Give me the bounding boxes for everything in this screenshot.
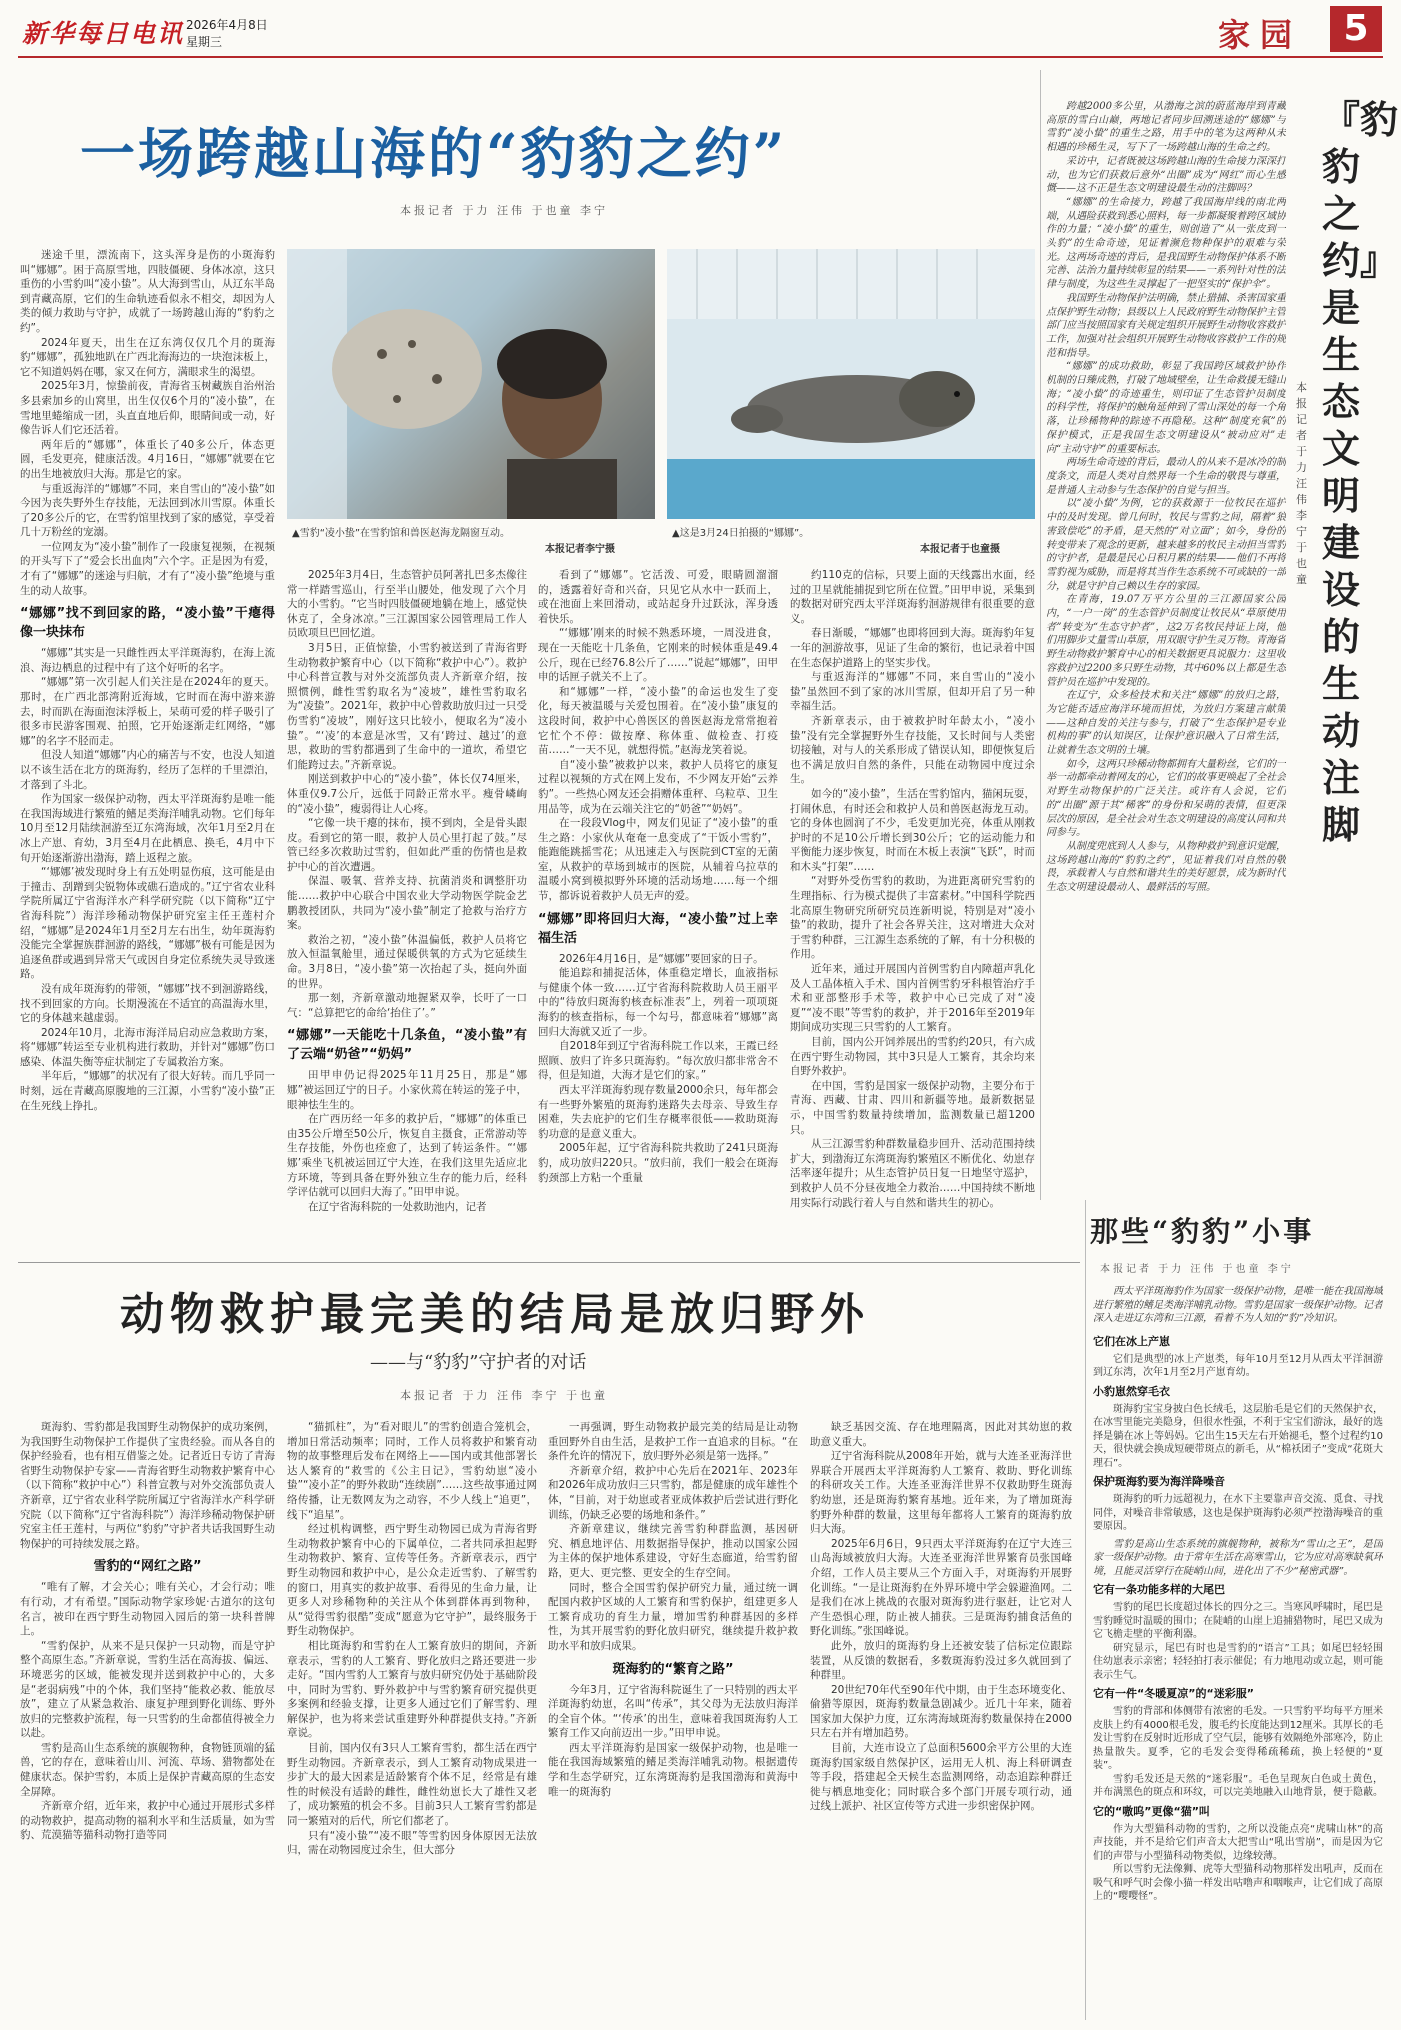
- paragraph: 以“凌小蛰”为例，它的获救源于一位牧民在巡护中的及时发现。曾几何时，牧民与雪豹之间，隔着“狼害致偿吃”的矛盾，是天然的“对立面”；如今，身份的转变带来了观念的更新，越来越多的牧民主动担当雪豹的守护者，是最是民心日积月累的结果——他们不再将雪豹视为威胁，而是将其当作生态系统不可或缺的一部分，就是守护自己赖以生存的家园。: [1046, 498, 1286, 592]
- paragraph: 此外，放归的斑海豹身上还被安装了信标定位跟踪装置，从反馈的数据看，多数斑海豹没过多久就回到了种群里。: [810, 1639, 1072, 1682]
- paragraph: 2005年起，辽宁省海科院共救助了241只斑海豹，成功放归220只。“放归前，我们一般会在斑海豹颈部上方粘一个重量: [538, 1142, 778, 1184]
- paragraph: “对野外受伤雪豹的救助，为进距离研究雪豹的生理指标、行为模式提供了丰富素材。”中国科学院西北高原生物研究所研究员连新明说，特别是对“凌小蛰”的救助，提升了社会各界关注，这对增进大众对于雪豹种群，三江源生态系统的了解，有十分积极的作用。: [790, 875, 1035, 961]
- paragraph: 2024年夏天，出生在辽东湾仅仅几个月的斑海豹“娜娜”，孤独地趴在广西北海海边的一块泡沫板上，它不知道妈妈在哪，家又在何方，满眼求生的渴望。: [20, 336, 275, 378]
- facts-title: 那些“豹豹”小事: [1090, 1215, 1315, 1248]
- editorial-title: 『豹豹之约』是生态文明建设的生动注脚: [1322, 97, 1399, 847]
- paragraph: 保温、吸氧、营养支持、抗菌消炎和调整肝功能……救护中心联合中国农业大学动物医学院金艺鹏教授团队，共同为“凌小蛰”制定了抢救与治疗方案。: [287, 875, 527, 932]
- paragraph: “雪豹保护，从来不是只保护一只动物，而是守护整个高原生态。”齐新章说，雪豹生活在高海拔、偏远、环境恶劣的区域，能被发现并送到救护中心的，大多是“老弱病残”中的个体，我们坚持“能救必救、能放尽放”，建立了从紧急救治、康复护理到野化训练、野外放归的完整救护流程，每一只雪豹的生命都值得被全力以赴。: [20, 1639, 275, 1740]
- fact-title: 它的“嗷呜”更像“猫”叫: [1093, 1804, 1210, 1818]
- interview-column-2: [287, 1420, 537, 2020]
- page-number: 5: [1330, 6, 1382, 52]
- facts-byline: 本报记者 于力 汪伟 于也童 李宁: [1100, 1264, 1294, 1275]
- fact-title: 保护斑海豹要为海洋降噪音: [1093, 1475, 1225, 1488]
- photo-snow-leopard: [287, 249, 655, 519]
- fact-text: 研究显示，尾巴有时也是雪豹的“语言”工具；如尾巴轻轻围住幼崽表示亲密；轻轻拍打表示催促；有力地甩动或立起，则可能表示生气。: [1093, 1642, 1383, 1681]
- facts-content: [1093, 1285, 1383, 2023]
- photo-seal: [667, 249, 1035, 519]
- subhead: “娜娜”一天能吃十几条鱼，“凌小蛰”有了云端“奶爸”“奶妈”: [287, 1028, 527, 1063]
- paragraph: 经过机构调整，西宁野生动物园已成为青海省野生动物救护繁育中心的下属单位，二者共同承担起野生动物救护、繁育、宣传等任务。齐新章表示，西宁野生动物园和救护中心，是公众走近雪豹、了解雪豹的窗口，用真实的救护故事、看得见的生命力量，让更多人对珍稀物种的关注从个体到群体再到物种，从“觉得雪豹很酷”变成“愿意为它守护”，最终服务于野生动物保护。: [287, 1523, 537, 1638]
- paragraph: “‘娜娜’刚来的时候不熟悉环境，一周没进食，现在一天能吃十几条鱼，它刚来的时候体重是49.4公斤，现在已经76.8公斤了……”说起“娜娜”，田甲申的话匣子就关不上了。: [538, 627, 778, 684]
- paragraph: “娜娜”的成功救助，彰显了我国跨区域救护协作机制的日臻成熟，打破了地域壁垒，让生命救援无缝山海；“凌小蛰”的奇迹重生，则印证了生态管护员制度的科学性，将保护的触角延伸到了雪山深处的每一个角落，让珍稀物种的踪迹不再隐秘。这种“制度充氧”的保护模式，正是我国生态文明建设从“被动应对”走向“主动守护”的重要标志。: [1046, 361, 1286, 455]
- paragraph: 与重返海洋的“娜娜”不同，来自雪山的“凌小蛰”虽然回不到了家的冰川雪原，但却开启了另一种幸福生活。: [790, 671, 1035, 713]
- lead-column-2: [287, 568, 527, 1258]
- paragraph: 如今，这两只珍稀动物都拥有大量粉丝，它们的一举一动都牵动着网友的心，它们的故事更唤起了全社会对野生动物保护的广泛关注。或许有人会说，它们的“出圈”源于其“稀客”的身份和呆萌的表情，但更深层次的原因，是全社会对生态文明建设的高度认同和共同参与。: [1046, 758, 1286, 839]
- paragraph: 2026年4月16日，是“娜娜”要回家的日子。: [559, 952, 764, 965]
- paragraph: 同时，整合全国雪豹保护研究力量，通过统一调配国内救护区域的人工繁育和雪豹保护，组建更多人工繁育成功的育生力量，增加雪豹种群基因的多样性，为其开展雪豹的野化放归研究，继续提升救护救助水平和放归成果。: [548, 1581, 798, 1652]
- paragraph: 那一刻，齐新章激动地握紧双拳，长吁了一口气：“总算把它的命给‘抬住了’。”: [287, 992, 527, 1019]
- paragraph: 半年后，“娜娜”的状况有了很大好转。而几乎同一时刻，远在青藏高原腹地的三江源，小雪豹“凌小蛰”正在生死线上挣扎。: [20, 1070, 275, 1112]
- paragraph: 斑海豹、雪豹都是我国野生动物保护的成功案例，为我国野生动物保护工作提供了宝贵经验。而从各自的保护经验看，也有相互借鉴之处。记者近日专访了青海省野生动物保护专家——青海省野生动物救护繁育中心（以下简称“救护中心”）科普宣教与对外交流部负责人齐新章，辽宁省农业科学院所属辽宁省海洋水产科学研究院（以下简称“辽宁省海科院”）海洋珍稀动物保护研究室主任王莲村，与两位“豹豹”守护者共话我国野生动物保护的可持续发展之路。: [20, 1421, 275, 1550]
- subhead: “娜娜”找不到回家的路，“凌小蛰”干瘪得像一块抹布: [20, 606, 275, 641]
- fact-text: 雪豹是高山生态系统的旗舰物种，被称为“雪山之王”，是国家一级保护动物。由于常年生活在高寒雪山，它为应对高寒缺氧环境，且能灵活穿行在陡峭山间，进化出了不少“秘密武器”。: [1093, 1538, 1383, 1577]
- paragraph: “唯有了解，才会关心；唯有关心，才会行动；唯有行动，才有希望。”国际动物学家珍妮·古道尔的这句名言，被印在西宁野生动物园入园后的第一块科普牌上。: [20, 1581, 275, 1638]
- paragraph: 2025年3月，惊蛰前夜，青海省玉树藏族自治州治多县索加乡的山窝里，出生仅仅6个月的“凌小蛰”，在雪地里蜷缩成一团，头直直地后仰，眼睛间或一动，好像告诉人们它还活着。: [20, 380, 275, 437]
- paragraph: 在辽宁省海科院的一处救助池内，记者: [308, 1200, 487, 1213]
- interview-headline: 动物救护最完美的结局是放归野外: [120, 1289, 870, 1340]
- interview-column-4: [810, 1420, 1072, 2020]
- subhead: 雪豹的“网红之路”: [93, 1559, 202, 1575]
- fact-text: 雪豹的背部和体侧带有浓密的毛发。一只雪豹平均每平方厘米皮肤上约有4000根毛发，腹毛约长度能达到12厘米。其厚长的毛发让雪豹在反射时近形成了空气层，能够有效隔绝外部寒冷，防止热量散失。夏季，它的毛发会变得稀疏稀疏，换上轻便的“夏装”。: [1093, 1706, 1383, 1771]
- paragraph: 在广西历经一年多的救护后，“娜娜”的体重已由35公斤增至50公斤，恢复自主摄食，正常游动等生存技能，外伤也痊愈了，达到了转运条件。“‘娜娜’乘坐飞机被运回辽宁大连，在我们这里先适应北方环境，等到具备在野外独立生存的能力后，经科学评估就可以回归大海了。”田甲申说。: [287, 1113, 527, 1199]
- paragraph: 缺乏基因交流、存在地理隔离，因此对其幼崽的救助意义重大。: [810, 1421, 1072, 1448]
- paragraph: 相比斑海豹和雪豹在人工繁育放归的期间，齐新章表示，雪豹的人工繁育、野化放归之路还要进一步走好。“国内雪豹人工繁育与放归研究仍处于基础阶段中，同时为雪豹、野外救护中与雪豹繁育研究提供更多案例和经验支撑，让更多人通过它们了解雪豹、理解保护，也为将来尝试重建野外种群提供支持。”齐新章说。: [287, 1639, 537, 1740]
- masthead: [0, 0, 1401, 60]
- paragraph: 作为国家一级保护动物，西太平洋斑海豹是唯一能在我国海域进行繁殖的鳍足类海洋哺乳动物。它们每年10月至12月陆续洄游至辽东湾海域，次年1月至2月在冰上产崽、育幼，3月至4月在此栖息、换毛，4月中下旬开始逐渐游出渤海，踏上返程之旅。: [20, 793, 275, 864]
- lead-byline: 本报记者 于力 汪伟 于也童 李宁: [400, 204, 608, 217]
- paragraph: 从制度兜底到人人参与，从物种救护到意识觉醒，这场跨越山海的“豹豹之约”，见证着我们对自然的敬畏，承载着人与自然和谐共生的美好愿景，成为新时代生态文明建设最动人、最鲜活的写照。: [1046, 840, 1286, 894]
- paragraph: 迷途千里，漂流南下，这头浑身是伤的小斑海豹叫“娜娜”。困于高原雪地，四肢僵硬、身体冰凉，这只重伤的小雪豹叫“凌小蛰”。从大海到雪山，从辽东半岛到青藏高原，它们的生命轨迹看似永不相交，却因为人类的倾力救助与守护，成就了一场跨越山海的“豹豹之约”。: [20, 249, 275, 334]
- masthead-rule: [18, 56, 1383, 58]
- photo2-credit: 本报记者于也童摄: [920, 544, 1000, 555]
- paragraph: 目前，大连市设立了总面积5600余平方公里的大连斑海豹国家级自然保护区，运用无人机、海上科研调查等手段，搭建起全天候生态监测网络，动态追踪种群迁徙与栖息地变化；同时联合多个部门开展专项行动，通过线上派护、社区宣传等方式进一步织密保护网。: [810, 1742, 1072, 1813]
- fact-text: 斑海豹宝宝身披白色长绒毛，这层胎毛是它们的天然保护衣，在冰雪里能完美隐身，但很水性强，不利于宝宝们游泳，最好的选择是躺在冰上等妈妈。它出生15天左右开始褪毛，整个过程约10天，很快就会换成短硬带斑点的新毛，从“棉袄团子”变成“花斑大理石”。: [1093, 1403, 1383, 1469]
- editorial-byline: 本报记者 于力 汪伟 李宁 于也童: [1296, 381, 1307, 586]
- fact-text: 它们是典型的冰上产崽类，每年10月至12月从西太平洋洄游到辽东湾，次年1月至2月产崽育幼。: [1093, 1353, 1383, 1378]
- paragraph: 自2018年到辽宁省海科院工作以来，王霞已经照顾、放归了许多只斑海豹。“每次放归都非常舍不得，但是知道，大海才是它们的家。”: [538, 1040, 778, 1082]
- paragraph: “猫抓柱”，为“看对眼儿”的雪豹创造合笼机会，增加日常活动频率；同时，工作人员将救护和繁育动物的故事整理后发布在网络上——国内或其他部署长达人繁育的“救雪的《公主日记》，雪豹幼崽“凌小蛰”“凌小芷”的野外救助“连续剧”……这些故事通过网络传播，让无数网友为之动容，不少人线上“追更”，线下“追星”。: [287, 1421, 537, 1521]
- fact-title: 它有一条功能多样的大尾巴: [1093, 1583, 1225, 1596]
- paragraph: 齐新章介绍，救护中心先后在2021年、2023年和2026年成功放归三只雪豹，都是健康的成年雄性个体，“目前，对于幼崽或者亚成体救护后尝试进行野化训练，仍缺乏必要的场地和条件。”: [548, 1464, 798, 1521]
- fact-title: 它有一件“冬暖夏凉”的“迷彩服”: [1093, 1687, 1254, 1700]
- column-rule: [1040, 70, 1041, 1200]
- paragraph: “‘娜娜’被发现时身上有五处明显伤痕，这可能是由于撞击、刮蹭到尖锐物体或礁石造成的。”辽宁省农业科学院所属辽宁省海洋水产科学研究院（以下简称“辽宁省海科院”）海洋珍稀动物保护研究室主任王莲村介绍，“娜娜”是2024年1月至2月左右出生，幼年斑海豹没能完全掌握族群洄游的路线，“娜娜”极有可能是因为追逐鱼群或遇到异常天气或因自身定位系统失灵导致迷路。: [20, 866, 275, 981]
- newspaper-logo: 新华每日电讯: [22, 19, 185, 48]
- paragraph: 在中国，雪豹是国家一级保护动物，主要分布于青海、西藏、甘肃、四川和新疆等地。最新数据显示，中国雪豹数量持续增加，监测数量已超1200只。: [790, 1079, 1035, 1136]
- paragraph: 在青海，19.07万平方公里的三江源国家公园内，“一户一岗”的生态管护员制度让牧民从“草原使用者”转变为“生态守护者”，这2万名牧民持证上岗，他们用脚步丈量雪山草原，用双眼守护生灵万物。青海省野生动物救护繁育中心的相关数据更具说服力：这里收容救护过2200多只野生动物，其中60%以上都是生态管护员在巡护中发现的。: [1046, 594, 1286, 688]
- paragraph: 能追踪和捕捉活体，体重稳定增长，血液指标与健康个体一致……辽宁省海科院救助人员王丽平中的“待放归斑海豹核查标准表”上，列着一项项斑海豹的核查指标，每一个勾号，都意味着“娜娜”离回归大海就又近了一步。: [538, 967, 778, 1038]
- seal-illustration: [667, 249, 1035, 519]
- lead-column-1: [20, 248, 275, 1258]
- interview-column-3: [548, 1420, 798, 2020]
- photo1-credit: 本报记者李宁摄: [545, 544, 615, 555]
- fact-title: 小豹崽然穿毛衣: [1093, 1384, 1170, 1398]
- paragraph: 但没人知道“娜娜”内心的痛苦与不安，也没人知道以不该生活在北方的斑海豹，经历了怎样的千里漂泊，才落到了斗北。: [20, 749, 275, 791]
- lead-column-4: [790, 568, 1035, 1258]
- paragraph: 齐新章介绍，近年来，救护中心通过开展形式多样的动物救护，提高动物的福利水平和生活质量，如为雪豹、荒漠猫等猫科动物打造等同: [20, 1800, 275, 1842]
- column-rule: [1085, 1200, 1086, 2020]
- issue-date: 2026年4月8日: [186, 18, 268, 32]
- paragraph: 雪豹是高山生态系统的旗舰物种，食物链顶端的猛兽，它的存在，意味着山川、河流、草场、猎物都处在健康状态。保护雪豹，本质上是保护青藏高原的生态安全屏障。: [20, 1741, 275, 1798]
- paragraph: 约110克的信标，只要上面的天线露出水面，经过的卫星就能捕捉到它所在位置。”田甲申说，采集到的数据对研究西太平洋斑海豹洄游规律有很重要的意义。: [790, 569, 1035, 625]
- fact-title: 它们在冰上产崽: [1093, 1334, 1170, 1348]
- photo2-caption: ▲这是3月24日拍摄的“娜娜”。: [672, 528, 810, 539]
- paragraph: 齐新章表示，由于被救护时年龄太小，“凌小蛰”没有完全掌握野外生存技能，又长时间与人类密切接触，对与人的关系形成了错误认知，即便恢复后也不满足放归自然的条件，只能在动物园中度过余生。: [790, 714, 1035, 786]
- issue-weekday: 星期三: [186, 35, 223, 49]
- paragraph: 田甲申仍记得2025年11月25日，那是“娜娜”被运回辽宁的日子。小家伙蔫在转运的笼子中，眼神怯生生的。: [287, 1069, 527, 1111]
- paragraph: 与重返海洋的“娜娜”不同，来自雪山的“凌小蛰”如今因为丧失野外生存技能，无法回到冰川雪原。体重长了20多公斤的它，在雪豹馆里找到了家的感觉，享受着几十万粉丝的宠溺。: [20, 482, 275, 539]
- paragraph: 采访中，记者既被这场跨越山海的生命接力深深打动，也为它们获救后意外“出圈”成为“网红”而心生感慨——这不正是生态文明建设最生动的注脚吗？: [1046, 155, 1286, 195]
- paragraph: 今年3月，辽宁省海科院诞生了一只特别的西太平洋斑海豹幼崽，名叫“传承”，其父母为无法放归海洋的全盲个体。“‘传承’的出生，意味着我国斑海豹人工繁育工作又向前迈出一步。”田甲申说。: [548, 1683, 798, 1740]
- paragraph: “娜娜”其实是一只雌性西太平洋斑海豹，在海上流浪、海边栖息的过程中有了这个好听的名字。: [20, 647, 275, 674]
- lead-headline: 一场跨越山海的“豹豹之约”: [80, 121, 788, 186]
- paragraph: 两场生命奇迹的背后，最动人的从来不是冰冷的制度条文，而是人类对自然界每一个生命的敬畏与尊重，是普通人主动参与生态保护的自觉与担当。: [1046, 457, 1286, 496]
- interview-column-1: [20, 1420, 275, 2020]
- paragraph: 辽宁省海科院从2008年开始，就与大连圣亚海洋世界联合开展西太平洋斑海豹人工繁育、救助、野化训练的科研攻关工作。大连圣亚海洋世界不仅救助野生斑海豹幼崽，还是斑海豹繁育基地。近年来，为了增加斑海豹野外种群的数量，这里每年都将人工繁育的斑海豹放归大海。: [810, 1450, 1072, 1536]
- interview-subhead: ——与“豹豹”守护者的对话: [370, 1352, 587, 1373]
- paragraph: 和“娜娜”一样，“凌小蛰”的命运也发生了变化，每天被温暖与关爱包围着。在“凌小蛰”康复的这段时间，救护中心兽医区的兽医赵海龙常常抱着它忙个不停：做按摩、称体重、做检查、打疫苗……“一天不见，就想得慌。”赵海龙笑着说。: [538, 685, 778, 757]
- paragraph: 目前，国内仅有3只人工繁育雪豹，都生活在西宁野生动物园。齐新章表示，到人工繁育动物成果进一步扩大的最大因素是适龄繁育个体不足，经常是有雄性的时候没有适龄的雌性，雌性幼崽长大了雄性又老了，成功繁殖的机会不多。目前3只人工繁育雪豹都是同一繁殖对的后代，所它们都老了。: [287, 1742, 537, 1828]
- paragraph: 只有“凌小蛰”“凌不眼”等雪豹因身体原因无法放归，需在动物园度过余生，但大部分: [287, 1829, 537, 1857]
- paragraph: “它像一块干瘪的抹布，摸不到肉，全是骨头跟皮。看到它的第一眼，救护人员心里打起了鼓。”尽管已经多次救助过雪豹，但如此严重的伤情也是救护中心的首次遭遇。: [287, 817, 527, 873]
- fact-text: 所以雪豹无法像狮、虎等大型猫科动物那样发出吼声，反而在吸气和呼气时会像小猫一样发出咕噜声和咽喉声，让它们成了高原上的“嘤嘤怪”。: [1093, 1864, 1383, 1902]
- paragraph: 春日渐暖，“娜娜”也即将回到大海。斑海豹年复一年的洄游故事，见证了生命的繁衍，也记录着中国在生态保护道路上的坚实步伐。: [790, 627, 1035, 669]
- paragraph: 救治之初，“凌小蛰”体温偏低，救护人员将它放入恒温氧舱里，通过保暖供氧的方式为它延续生命。3月8日，“凌小蛰”第一次抬起了头，挺向外面的世界。: [287, 933, 527, 990]
- paragraph: 跨越2000多公里，从渤海之滨的蔚蓝海岸到青藏高原的雪白山巅，两地记者同步回溯迷途的“娜娜”与雪豹“凌小蛰”的重生之路，用手中的笔为这两种从未相遇的珍稀生灵，写下了一场跨越山海的生命之约。: [1046, 101, 1286, 154]
- paragraph: 2025年6月6日，9只西太平洋斑海豹在辽宁大连三山岛海域被放归大海。大连圣亚海洋世界繁育员张国峰介绍，工作人员主要从三个方面入手，对斑海豹开展野化训练。“一是让斑海豹在外界环境中学会躲避渔网。二是我们在冰上挑战的衣服对斑海豹进行驱赶，让它对人产生恐惧心理，防止被人捕获。三是斑海豹捕食活鱼的野化训练。”张国峰说。: [810, 1537, 1072, 1638]
- paragraph: 在一段段Vlog中，网友们见证了“凌小蛰”的重生之路：小家伙从奄奄一息变成了“干饭小雪豹”，能跑能跳摇雪花；从迅速走入与医院到CT室的无菌室，从救护的草场到城市的医院，从辅着乌拉草的温暖小窝到模拟野外环境的活动场地……每一个细节，都诉说着救护人员无声的爱。: [538, 817, 778, 903]
- interview-byline: 本报记者 于力 汪伟 李宁 于也童: [400, 1389, 608, 1402]
- paragraph: 目前，国内公开饲养展出的雪豹约20只，有六成在西宁野生动物园，其中3只是人工繁育，其余均来自野外救护。: [790, 1036, 1035, 1078]
- paragraph: 西太平洋斑海豹现存数量2000余只，每年都会有一些野外繁殖的斑海豹迷路失去母亲、导致生存困难，失去庇护的它们生存概率很低——救助斑海豹功意的是意义重大。: [538, 1084, 778, 1140]
- paragraph: 刚送到救护中心的“凌小蛰”，体长仅74厘米，体重仅9.7公斤，远低于同龄正常水平。瘦骨嶙峋的“凌小蛰”，瘦弱得让人心疼。: [287, 773, 527, 815]
- paragraph: 没有成年斑海豹的带领，“娜娜”找不到洄游路线，找不到回家的方向。长期漫流在不适宜的高温海水里，它的身体越来越虚弱。: [20, 982, 275, 1025]
- fact-text: 作为大型猫科动物的雪豹，之所以没能点亮“虎啸山林”的高声技能，并不是给它们声音太大把雪山“吼出雪崩”，而是因为它们的声带与小型猫科动物类似，边缘较薄。: [1093, 1823, 1383, 1862]
- paragraph: 西太平洋斑海豹是国家一级保护动物，也是唯一能在我国海域繁殖的鳍足类海洋哺乳动物。根据遗传学和生态学研究，辽东湾斑海豹是我国渤海和黄海中唯一的斑海豹: [548, 1741, 798, 1798]
- fact-text: 雪豹的尾巴长度超过体长的四分之三。当寒风呼啸时，尾巴是雪豹睡觉时温暖的围巾；在陡峭的山崖上追捕猎物时，尾巴又成为它飞檐走壁的平衡利器。: [1093, 1602, 1383, 1640]
- lead-column-3: [538, 568, 778, 1258]
- subhead: “娜娜”即将回归大海，“凌小蛰”过上幸福生活: [538, 911, 778, 946]
- paragraph: 两年后的“娜娜”，体重长了40多公斤，体态更圆，毛发更亮，健康活泼。4月16日，“娜娜”就要在它的出生地被放归大海。那是它的家。: [20, 438, 275, 480]
- paragraph: “娜娜”第一次引起人们关注是在2024年的夏天。那时，在广西北部湾附近海域，它时而在海中游来游去，时而趴在海面泡沫浮板上，呆萌可爱的样子吸引了很多市民游客围观、拍照，它开始逐渐走红网络，“娜娜”的名字不胫而走。: [20, 676, 275, 747]
- paragraph: 齐新章建议，继续完善雪豹种群监测，基因研究、栖息地评估、用数据指导保护，推动以国家公园为主体的保护地体系建设，守好生态廊道，给雪豹留路，更大、更完整、更安全的生存空间。: [548, 1523, 798, 1579]
- paragraph: 3月5日，正值惊蛰，小雪豹被送到了青海省野生动物救护繁育中心（以下简称“救护中心”）。救护中心科普宣教与对外交流部负责人齐新章介绍，按照惯例，雌性雪豹取名为“凌坡”，雄性雪豹取名为“凌蛰”。2021年，救护中心曾救助放归过一只受伤雪豹“凌坡”，刚好这只比较小，便取名为“凌小蛰”。“‘凌’的本意是冰雪，又有‘跨过、越过’的意思，救助的雪豹都遇到了生命中的一道坎，希望它们能跨过去。”齐新章说。: [287, 641, 527, 771]
- paragraph: 在辽宁，众多检技术和关注“娜娜”的放归之路，为它能否适应海洋环境而担忧，为放归方案建言献策——这种自发的关注与参与，打破了“生态保护是专业机构的事”的认知误区，让保护意识融入了日常生活，让就着生态文明的土壤。: [1046, 690, 1286, 757]
- paragraph: 我国野生动物保护法明确，禁止猎捕、杀害国家重点保护野生动物；县级以上人民政府野生动物保护主管部门应当按照国家有关规定组织开展野生动物收容救护工作，加强对社会组织开展野生动物收容救护工作的规范和指导。: [1046, 292, 1286, 359]
- paragraph: 20世纪70年代至90年代中期，由于生态环境变化、偷猎等原因，斑海豹数量急剧减少。近几十年来，随着国家加大保护力度，辽东湾海域斑海豹数量保持在2000只左右并有增加趋势。: [810, 1683, 1072, 1740]
- paragraph: 2024年10月，北海市海洋局启动应急救助方案，将“娜娜”转运至专业机构进行救助，并针对“娜娜”伤口感染、体温失衡等症状制定了专属救治方案。: [20, 1026, 275, 1068]
- editorial-text: [1046, 100, 1286, 1210]
- paragraph: 如今的“凌小蛰”，生活在雪豹馆内，猫闲玩耍，打闹休息，有时还会和救护人员和兽医赵海龙互动。它的身体也圆润了不少，毛发更加光亮，体重从刚救护时的不足10公斤增长到30公斤；它的运动能力和平衡能力逐步恢复，时而在木板上表演“飞跃”，时而和木头“打架”……: [790, 787, 1035, 873]
- paragraph: “娜娜”的生命接力，跨越了我国海岸线的南北两端，从遇险获救到悉心照料，每一步都凝聚着跨区域协作的力量；“凌小蛰”的重生，则创造了“从一张皮到一头豹”的生命奇迹，见证着濒危物种保护的艰难与荣光。这两场奇迹的背后，是我国野生动物保护体系不断完善、法治力量持续彰显的结果——一系列针对性的法律与制度，为这些生灵撑起了一把坚实的“保护伞”。: [1046, 196, 1286, 291]
- paragraph: 一再强调，野生动物救护最完美的结局是让动物重回野外自由生活，是救护工作一直追求的目标。“在条件允许的情况下，放归野外必须是第一选择。”: [548, 1421, 798, 1463]
- subhead: 斑海豹的“繁育之路”: [612, 1661, 734, 1677]
- interview-divider: [18, 1262, 1080, 1263]
- paragraph: 一位网友为“凌小蛰”制作了一段康复视频，在视频的开头写下了“爱会长出血肉”六个字。正是因为有爱，才有了“娜娜”的迷途与归航，才有了“凌小蛰”绝境与重生的动人故事。: [20, 540, 275, 597]
- photo1-caption: ▲雪豹“凌小蛰”在雪豹馆和兽医赵海龙隔窗互动。: [292, 528, 511, 539]
- paragraph: 看到了“娜娜”。它活泼、可爱，眼睛圆溜溜的，透露着好奇和兴奋，只见它从水中一跃而上，或在池面上来回滑动，或站起身升过跃泳，浑身透着快乐。: [538, 569, 778, 625]
- paragraph: 2025年3月4日，生态管护员阿著扎巴多杰像往常一样踏雪巡山，行至半山腰处，他发现了六个月大的小雪豹。“它当时四肢僵硬地躺在地上，感觉快休克了，全身冰凉。”三江源国家公园管理局工作人员欧项旦巴回忆道。: [287, 569, 527, 640]
- facts-intro: 西太平洋斑海豹作为国家一级保护动物，是唯一能在我国海域进行繁殖的鳍足类海洋哺乳动物。雪豹是国家一级保护动物。记者深入走进辽东湾和三江源，看着不为人知的“豹”冷知识。: [1093, 1286, 1383, 1324]
- section-name: 家园: [1218, 16, 1303, 54]
- fact-text: 雪豹毛发还是天然的“迷彩服”。毛色呈现灰白色或土黄色，并布满黑色的斑点和环纹，可以完美地融入山地背景，便于隐蔽。: [1093, 1773, 1383, 1798]
- paragraph: 近年来，通过开展国内首例雪豹自内障超声乳化及人工晶体植入手术、国内首例雪豹牙科根管治疗手术和亚部整形手术等，救护中心已完成了对“凌夏”“凌不眼”等雪豹的救护，并于2016年至2019年期间成功实现三只雪豹的人工繁育。: [790, 963, 1035, 1034]
- fact-text: 斑海豹的听力远超视力，在水下主要靠声音交流、觅食、寻找同伴，对噪音非常敏感，这也是保护斑海豹必须严控渤海噪音的重要原因。: [1093, 1494, 1383, 1532]
- paragraph: 从三江源雪豹种群数量稳步回升、活动范围持续扩大，到渤海辽东湾斑海豹繁殖区不断优化、幼崽存活率逐年提升；从生态管护员日复一日地坚守巡护，到救护人员不分昼夜地全力救治……中国持续不断地用实际行动践行着人与自然和谐共生的初心。: [790, 1138, 1035, 1209]
- paragraph: 自“凌小蛰”被救护以来，救护人员将它的康复过程以视频的方式在网上发布，不少网友开始“云养豹”。一些热心网友还会捐赠体重秤、乌粒草、卫生用品等，成为在云端关注它的“奶爸”“奶妈”。: [538, 758, 778, 815]
- snow-leopard-illustration: [287, 249, 655, 519]
